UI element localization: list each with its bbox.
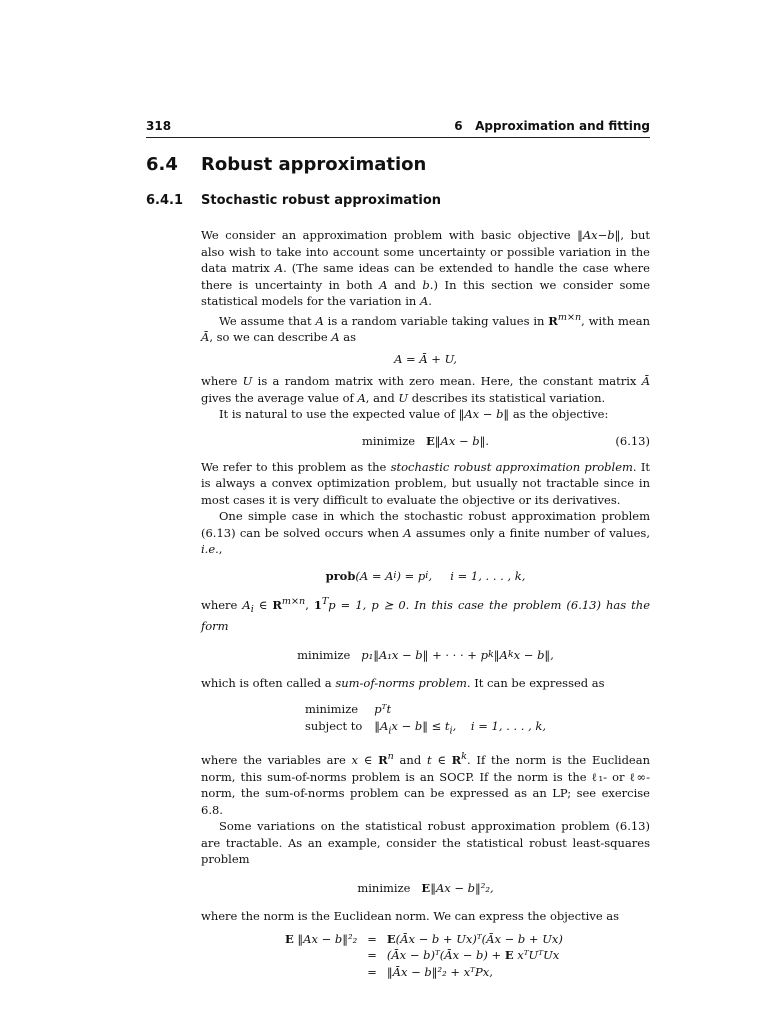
math: A (242, 597, 251, 612)
text-run: where the variables are (201, 753, 352, 768)
equation-content: xᵀUᵀUx (513, 948, 560, 963)
math: U (398, 390, 409, 405)
expectation-operator: E (421, 880, 431, 895)
math: A (274, 261, 284, 275)
equation-content: ) = p (396, 568, 426, 583)
text-run: describes its statistical variation. (408, 390, 606, 405)
paragraph (201, 508, 650, 558)
equation-keyword: minimize (304, 702, 359, 717)
equation-rhs (387, 964, 563, 981)
math: i (393, 569, 397, 581)
equation (201, 345, 650, 373)
expectation-operator: E (285, 931, 294, 946)
math: R (548, 313, 558, 328)
math: m×n (281, 595, 306, 607)
running-header (146, 119, 650, 133)
math: k (507, 648, 514, 660)
math: 1 (313, 597, 322, 612)
text-run: One simple case in which the stochastic robust approximation problem (6.13) can be solved occurs when (201, 509, 650, 540)
emphasis: i.e. (201, 542, 219, 557)
text-run: , (305, 597, 314, 612)
equation-content: , i = 1, . . . , k, (428, 568, 526, 583)
equation-lhs-empty (285, 964, 357, 981)
text-run: . If the norm is the Euclidean norm, this sum-of-norms problem is an SOCP. If the norm is the ℓ₁- or ℓ∞-norm, the sum-of-norms problem can be expressed as an LP; see exercise 6.8. (201, 753, 651, 817)
text-run: Some variations on the statistical robust approximation problem (6.13) are tractable. As an example, consider the statistical robust least-squares problem (201, 819, 650, 867)
equation (201, 423, 650, 459)
math: R (451, 753, 462, 768)
expectation-operator: E (386, 931, 396, 946)
paragraph (201, 227, 650, 310)
paragraph (201, 459, 650, 509)
header-rule (146, 137, 650, 138)
equation-content: x − b‖, (513, 647, 554, 662)
equation (201, 924, 650, 986)
optimization-problem (305, 701, 546, 739)
equation-keyword: subject to (304, 718, 363, 733)
section-heading (146, 154, 426, 175)
text-run: ∈ (253, 597, 273, 612)
text-run: It is natural to use the expected value of (219, 407, 459, 422)
equation (201, 635, 650, 675)
text-run: is a random matrix with zero mean. Here, the constant matrix (252, 374, 642, 389)
math: R (272, 597, 282, 612)
text-run: We refer to this problem as the (201, 459, 391, 474)
math: Ā (201, 329, 210, 344)
math: n (387, 751, 394, 763)
equation-content: (Āx − b)ᵀ(Āx − b) + (386, 948, 505, 963)
equation (201, 868, 650, 908)
text-run: . (428, 294, 432, 308)
body-text (201, 227, 650, 986)
equation-content: (Āx − b + Ux)ᵀ(Āx − b + Ux) (395, 931, 563, 946)
math: t ∈ (426, 753, 452, 768)
page-number: 318 (146, 119, 172, 133)
math: ‖Ax − b‖ (458, 407, 510, 422)
prob-operator: prob (325, 568, 356, 583)
equation-content: x − b‖ ≤ t (391, 718, 450, 733)
text-run: as (339, 329, 357, 344)
math: T (321, 595, 329, 607)
math: A (357, 390, 366, 405)
text-run: . It can be expressed as (466, 675, 605, 690)
emphasis: sum-of-norms problem (335, 675, 467, 690)
text-run: We consider an approximation problem with basic objective (201, 228, 578, 242)
math: A (403, 525, 412, 540)
equation-lhs-empty (285, 947, 357, 964)
emphasis: stochastic robust approximation problem (390, 459, 633, 474)
expectation-operator: E (504, 948, 514, 963)
math: A (315, 313, 324, 328)
paragraph (201, 310, 650, 346)
paragraph (201, 675, 650, 692)
text-run: , with mean (581, 313, 651, 328)
text-run: We assume that (219, 313, 316, 328)
equation-keyword: minimize (357, 880, 411, 895)
text-run: gives the average value of (201, 390, 358, 405)
equation-keyword: minimize (361, 433, 416, 448)
math: k (487, 648, 494, 660)
equation (201, 691, 650, 749)
math: i (388, 725, 392, 737)
subsection-title: Stochastic robust approximation (201, 193, 442, 208)
equation-content: ‖Ax − b‖. (434, 433, 490, 448)
paragraph (201, 406, 650, 423)
subsection-heading (146, 193, 441, 208)
equation-content: A = Ā + U, (394, 352, 457, 367)
math: m×n (557, 311, 582, 323)
text-run: and (393, 753, 427, 768)
equation-content: , i = 1, . . . , k, (452, 718, 547, 733)
text-run: where (201, 597, 243, 612)
aligned-derivation (285, 931, 563, 981)
math: ‖Ax−b‖ (577, 228, 621, 242)
equation-content: ‖Ax − b‖²₂, (430, 880, 494, 895)
equation-content: p₁‖A₁x − b‖ + · · · + p (361, 647, 488, 662)
math: Ā (641, 374, 651, 389)
text-run: p = 1, p ⪰ 0. In this case the problem (6.13) has the form (201, 597, 651, 634)
text-run: . (The same ideas can be extended to handle the case where there is uncertainty in both (201, 261, 650, 292)
equation (201, 558, 650, 594)
equation-content: ‖A (374, 718, 389, 733)
equals-sign: = (367, 931, 377, 946)
math: R (378, 753, 388, 768)
paragraph (201, 818, 650, 868)
chapter-title: 6 Approximation and fitting (454, 119, 650, 133)
text-run: and (387, 277, 423, 292)
text-run: , but also wish to take into account some uncertainty or possible variation in the data matrix (201, 228, 650, 275)
text-run: , (218, 542, 223, 557)
math: A (419, 294, 429, 308)
text-run: , so we can describe (209, 329, 332, 344)
equation-content: pᵀt (374, 702, 392, 717)
text-run: .) In this section we consider some statistical models for the variation in (201, 277, 651, 308)
equation-tag: (6.13) (615, 433, 650, 448)
equation-content: ‖Ax − b‖²₂ (293, 931, 358, 946)
text-run: where the norm is the Euclidean norm. We can express the objective as (201, 908, 620, 923)
equation-content: ‖Āx − b‖²₂ + xᵀPx, (386, 964, 493, 979)
text-run: assumes only a finite number of values, (411, 525, 650, 540)
text-run: where (201, 374, 243, 389)
math: A (379, 277, 388, 292)
section-number: 6.4 (146, 154, 178, 175)
math: x ∈ (351, 753, 379, 768)
equation-constraint (374, 718, 546, 740)
paragraph (201, 908, 650, 925)
equation-rhs (387, 947, 563, 964)
equals-sign: = (367, 948, 377, 963)
text-run: is a random variable taking values in (323, 313, 549, 328)
text-run: . It is always a convex optimization problem, but usually not tractable since in most cases it is very difficult to evaluate the objective or its derivatives. (201, 459, 650, 507)
equation-content: ‖A (493, 647, 508, 662)
math: U (242, 374, 253, 389)
paragraph (201, 373, 650, 406)
math: i (449, 725, 453, 737)
section-title: Robust approximation (201, 154, 427, 175)
math: i (250, 603, 254, 615)
text-run: which is often called a (201, 675, 336, 690)
text-run: , and (365, 390, 399, 405)
expectation-operator: E (426, 433, 435, 448)
paragraph (201, 749, 650, 818)
subsection-number: 6.4.1 (146, 193, 184, 208)
equation-content: (A = A (355, 568, 394, 583)
math: i (425, 569, 429, 581)
math: k (461, 751, 467, 763)
equals-sign: = (367, 964, 377, 979)
paragraph (201, 594, 650, 635)
math: b (422, 277, 430, 292)
equation-keyword: minimize (297, 647, 351, 662)
text-run: as the objective: (509, 407, 609, 422)
equation-rhs (387, 931, 563, 948)
math: A (331, 329, 340, 344)
equation-lhs (285, 931, 357, 948)
